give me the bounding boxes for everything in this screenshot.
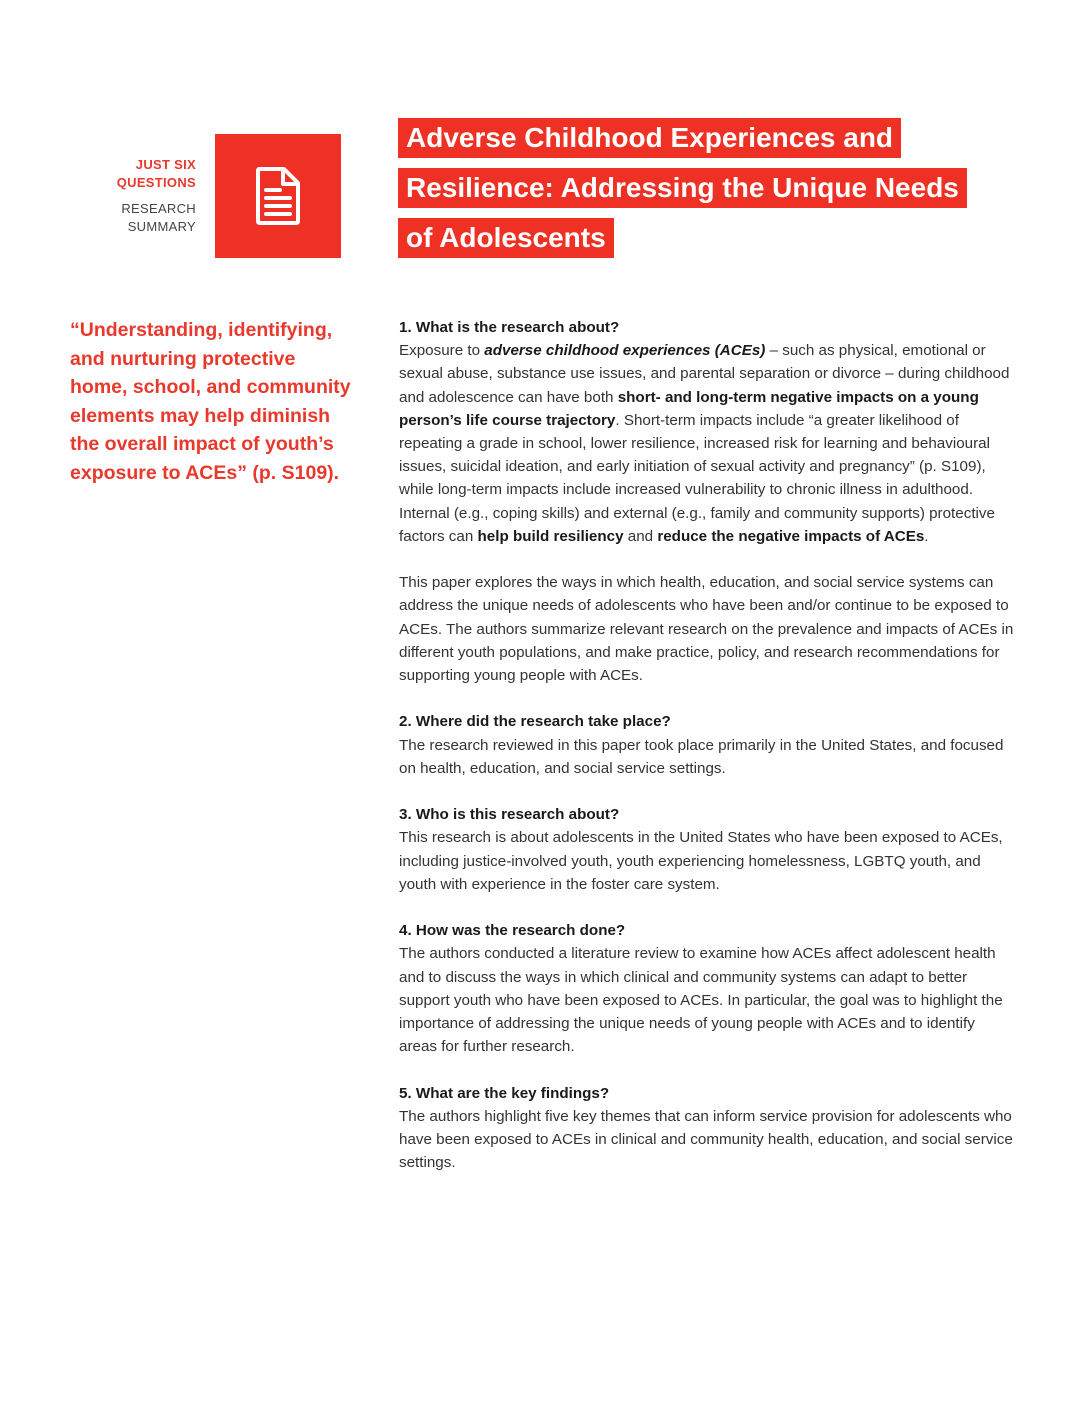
title-line: Resilience: Addressing the Unique Needs — [398, 168, 967, 208]
series-type — [80, 200, 196, 236]
section-research-location — [399, 710, 1014, 780]
section-paragraph: The research reviewed in this paper took place primarily in the United States, and focused on health, education, and social service settings. — [399, 736, 1004, 777]
section-paragraph: The authors conducted a literature review to examine how ACEs affect adolescent health and to discuss the ways in which clinical and community systems can adapt to better support youth who have been exposed to ACEs. In particular, the goal was to highlight the importance of addressing the unique needs of young people with ACEs and to identify areas for further research. — [399, 945, 1003, 1056]
section-heading: 1. What is the research about? — [399, 319, 620, 336]
quote-line: exposure to ACEs” (p. S109). — [70, 461, 340, 484]
section-heading: 5. What are the key findings? — [399, 1084, 610, 1102]
document-icon — [254, 166, 302, 226]
document-icon-box — [215, 134, 341, 258]
quote-line: home, school, and community — [70, 376, 351, 398]
text-run: and — [623, 527, 658, 545]
section-paragraph: This research is about adolescents in the United States who have been exposed to ACEs, including justice-involved youth, youth experiencing homelessness, LGBTQ youth, and youth with experience in the foster care system. — [399, 829, 1003, 893]
quote-line: “Understanding, identifying, — [70, 319, 333, 341]
quote-line: and nurturing protective — [70, 347, 296, 370]
summary-body — [399, 316, 1014, 1198]
text-run: – such as physical, emotional or sexual abuse, substance use issues, and parental separation or divorce – during childhood and adolescence can have both — [399, 342, 1010, 406]
title-line: of Adolescents — [398, 218, 614, 258]
pull-quote — [70, 316, 360, 487]
text-run: Exposure to — [399, 342, 485, 360]
quote-line: elements may help diminish — [70, 404, 331, 427]
bold-phrase: short- and long-term negative impacts on a young person’s life course trajectory — [399, 388, 979, 429]
text-run: . — [924, 527, 929, 545]
section-research-population — [399, 803, 1014, 896]
series-tag — [80, 156, 196, 192]
section-heading: 2. Where did the research take place? — [399, 713, 671, 731]
series-tag-line: JUST SIX — [135, 157, 196, 172]
series-type-line: SUMMARY — [127, 219, 196, 234]
quote-line: the overall impact of youth’s — [70, 433, 334, 455]
section-research-about — [399, 316, 1014, 687]
section-paragraph: This paper explores the ways in which health, education, and social service systems can address the unique needs of adolescents who have been and/or continue to be exposed to ACEs. The authors summarize relevant research on the prevalence and impacts of ACEs in different youth populations, and make practice, policy, and research recommendations for supporting young people with ACEs. — [399, 574, 1014, 685]
emphasis-term: adverse childhood experiences (ACEs) — [484, 342, 766, 360]
section-heading: 3. Who is this research about? — [399, 806, 620, 824]
section-paragraph: The authors highlight five key themes that can inform service provision for adolescents who have been exposed to ACEs in clinical and community health, education, and social service settings. — [399, 1107, 1013, 1172]
series-tag-line: QUESTIONS — [116, 175, 196, 190]
bold-phrase: help build resiliency — [477, 527, 624, 545]
title-line: Adverse Childhood Experiences and — [398, 118, 901, 158]
text-run: . Short-term impacts include “a greater likelihood of repeating a grade in school, lower resilience, increased risk for learning and behavioural issues, suicidal ideation, and early initiation of sexual activity and pregnancy” (p. S109), while long-term impacts include increased vulnerability to chronic illness in adulthood. Internal (e.g., coping skills) and external (e.g., family and community supports) protective factors can — [399, 411, 995, 545]
section-key-findings — [399, 1082, 1014, 1175]
section-paragraph — [399, 339, 1014, 548]
series-label — [80, 156, 196, 236]
section-research-method — [399, 919, 1014, 1058]
series-type-line: RESEARCH — [121, 201, 196, 216]
page-title — [398, 118, 1018, 268]
section-heading: 4. How was the research done? — [399, 922, 626, 940]
bold-phrase: reduce the negative impacts of ACEs — [657, 527, 925, 545]
